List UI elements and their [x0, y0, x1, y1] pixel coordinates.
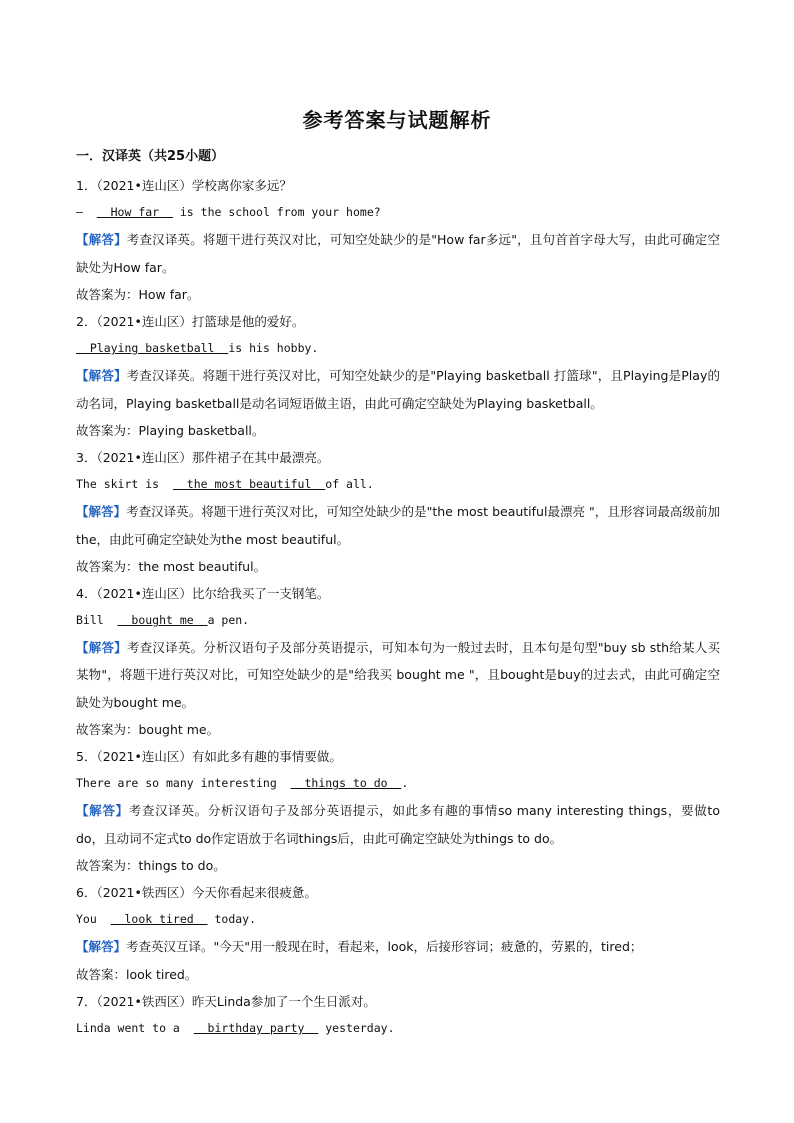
- sentence-suffix: yesterday.: [318, 1021, 395, 1035]
- question-source: （2021•连山区）: [96, 449, 192, 465]
- explanation-text: 考查汉译英。将题干进行英汉对比，可知空处缺少的是"Playing basketball 打篮球"，且Playing是Play的动名词，Playing basketball是动名词短语做主语，由此可确定空缺处为Playing basketball。: [76, 368, 720, 411]
- explanation-tag: 【解答】: [76, 232, 127, 248]
- answer-line: 故答案：look tired。: [76, 966, 198, 982]
- answer-line: 故答案为：bought me。: [76, 721, 220, 737]
- question-item-3: [76, 444, 720, 580]
- sentence-line: [76, 1015, 720, 1042]
- question-number: 6．: [76, 885, 97, 901]
- question-source: （2021•连山区）: [96, 313, 192, 329]
- sentence-prefix: Bill: [76, 613, 118, 628]
- sentence-suffix: of all.: [325, 477, 374, 492]
- sentence-prefix: Linda went to a: [76, 1021, 194, 1035]
- question-number: 5．: [76, 749, 97, 765]
- explanation-text: 考查汉译英。分析汉语句子及部分英语提示，可知本句为一般过去时，且本句是句型"buy sb sth给某人买某物"，将题干进行英汉对比，可知空处缺少的是"给我买 bought me "，且bought是buy的过去式，由此可确定空缺处为bought me。: [76, 640, 720, 710]
- answer-blank: the most beautiful: [172, 477, 326, 492]
- question-source: （2021•连山区）: [96, 178, 192, 193]
- sentence-prefix: There are so many interesting: [76, 776, 291, 791]
- explanation: [76, 797, 720, 851]
- question-source: （2021•铁西区）: [96, 993, 192, 1009]
- explanation: [76, 634, 720, 716]
- answer-blank: birthday party: [193, 1021, 319, 1035]
- question-number: 2．: [76, 313, 97, 329]
- explanation-text: 考查英汉互译。"今天"用一般现在时，看起来，look，后接形容词；疲惫的，劳累的，tired；: [126, 939, 643, 955]
- page-title: 参考答案与试题解析: [302, 108, 492, 132]
- question-text: 比尔给我买了一支钢笔。: [191, 585, 330, 601]
- sentence-line: [76, 770, 720, 797]
- sentence-suffix: is his hobby.: [228, 341, 319, 356]
- explanation-tag: 【解答】: [76, 640, 127, 656]
- sentence-suffix: a pen.: [207, 613, 250, 628]
- sentence-line: [76, 335, 720, 362]
- question-source: （2021•连山区）: [96, 749, 192, 765]
- answer-line: 故答案为：things to do。: [76, 857, 226, 873]
- explanation: [76, 362, 720, 416]
- question-line: [76, 308, 720, 335]
- question-number: 1．: [76, 178, 97, 193]
- explanation: [76, 933, 720, 960]
- question-text: 今天你看起来很疲惫。: [191, 885, 317, 901]
- question-number: 4．: [76, 585, 97, 601]
- question-item-1: [76, 172, 720, 308]
- question-line: [76, 580, 720, 607]
- explanation-text: 考查汉译英。分析汉语句子及部分英语提示，如此多有趣的事情so many interesting things，要做to do，且动词不定式to do作定语放于名词things后，由此可确定空缺处为things to do。: [76, 803, 720, 846]
- question-number: 3．: [76, 449, 97, 465]
- explanation-tag: 【解答】: [76, 504, 127, 520]
- question-line: [76, 444, 720, 471]
- sentence-prefix: You: [76, 912, 111, 927]
- sentence-prefix: –: [76, 205, 97, 220]
- explanation: [76, 498, 720, 552]
- sentence-suffix: today.: [207, 912, 257, 927]
- question-source: （2021•铁西区）: [96, 885, 192, 901]
- answer-blank: How far: [96, 205, 173, 220]
- question-text: 学校离你家多远？: [191, 178, 292, 193]
- section-heading: 一．汉译英（共25小题）: [76, 149, 225, 164]
- explanation-text: 考查汉译英。将题干进行英汉对比，可知空处缺少的是"the most beautiful最漂亮 "，且形容词最高级前加the，由此可确定空缺处为the most beautiful。: [76, 504, 720, 547]
- sentence-suffix: is the school from your home?: [172, 205, 381, 220]
- question-list: [76, 172, 720, 1042]
- explanation-text: 考查汉译英。将题干进行英汉对比，可知空处缺少的是"How far多远"，且句首首字母大写，由此可确定空缺处为How far。: [76, 232, 720, 275]
- question-item-5: [76, 743, 720, 879]
- question-text: 那件裙子在其中最漂亮。: [191, 449, 330, 465]
- answer-line: 故答案为：the most beautiful。: [76, 558, 267, 574]
- explanation: [76, 226, 720, 280]
- question-number: 7．: [76, 993, 97, 1009]
- sentence-line: [76, 471, 720, 498]
- answer-blank: look tired: [110, 912, 208, 927]
- question-text: 昨天Linda参加了一个生日派对。: [191, 993, 376, 1009]
- answer-blank: Playing basketball: [76, 341, 229, 356]
- answer-blank: things to do: [290, 776, 402, 791]
- question-source: （2021•连山区）: [96, 585, 192, 601]
- answer-blank: bought me: [117, 613, 208, 628]
- question-item-2: [76, 308, 720, 444]
- explanation-tag: 【解答】: [76, 368, 127, 384]
- explanation-tag: 【解答】: [76, 939, 127, 955]
- question-line: [76, 988, 720, 1015]
- question-item-4: [76, 580, 720, 743]
- answer-line: 故答案为：How far。: [76, 286, 200, 302]
- question-line: [76, 743, 720, 770]
- answer-line: 故答案为：Playing basketball。: [76, 422, 265, 438]
- sentence-line: [76, 607, 720, 634]
- question-text: 有如此多有趣的事情要做。: [191, 749, 342, 765]
- question-item-7: [76, 988, 720, 1042]
- sentence-suffix: .: [401, 776, 409, 791]
- question-line: [76, 172, 720, 199]
- explanation-tag: 【解答】: [76, 803, 129, 819]
- question-item-6: [76, 879, 720, 988]
- question-line: [76, 879, 720, 906]
- sentence-prefix: The skirt is: [76, 477, 173, 492]
- question-text: 打篮球是他的爱好。: [191, 313, 305, 329]
- sentence-line: [76, 906, 720, 933]
- sentence-line: [76, 199, 720, 226]
